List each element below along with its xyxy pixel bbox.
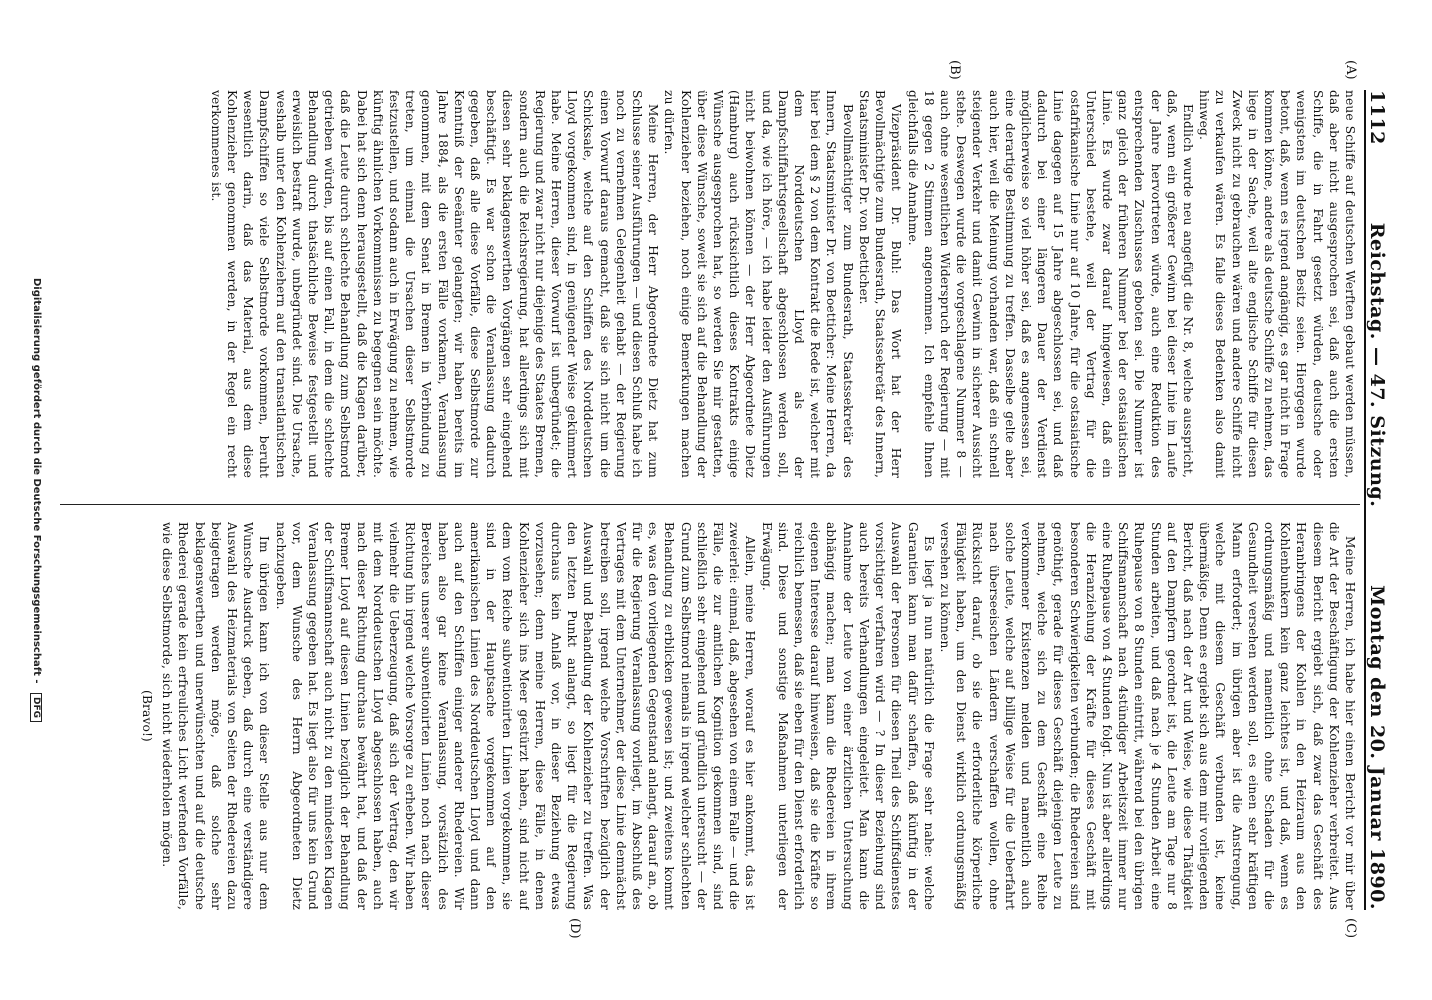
paragraph: Meine Herren, ich habe hier einen Bericht vor mir über die Art der Beschäftigung der Kohlenzieher verbreitet. Aus diesem Bericht ergiebt sich, daß zwar das Geschäft des Heranbringens der Kohlen in den Heizraum aus den Kohlenbunkern kein ganz leichtes ist, und daß, wenn es ordnungsmäßig und namentlich ohne Schaden für die Gesundheit versehen werden soll, es einen sehr kräftigen Mann erfordert; im übrigen aber ist die Anstrengung, welche mit diesem Geschäft verbunden ist, keine übermäßige. Denn es ergiebt sich aus dem mir vorliegenden Bericht, daß nach der Art und Weise, wie diese Thätigkeit auf den Dampfern geordnet ist, die Leute am Tage nur 8 Stunden arbeiten, und daß nach je 4 Stunden Arbeit eine Ruhepause von 8 Stunden eintritt, während bei den übrigen Schiffsmannschaft nach 4stündiger Arbeitszeit immer nur eine Ruhepause von 4 Stunden folgt. Nun ist aber allerdings die Heranziehung der Kräfte für dieses Geschäft mit besonderen Schwierigkeiten verbunden; die Rhedereien sind genöthigt, gerade für dieses Geschäft diejenigen Leute zu nehmen, welche sich zu dem Geschäft eine Reihe verkommener Existenzen melden und namentlich auch solche Leute, welche auf billige Weise für die Ueberfahrt nach überseeischen Ländern verschaffen wollen, ohne Rücksicht darauf, ob sie die erforderliche körperliche Fähigkeit haben, um den Dienst wirklich ordnungsmäßig versehen zu können. [937, 522, 1357, 910]
paragraph: Endlich wurde neu angefügt die Nr. 8, welche ausspricht, daß, wenn ein größerer Gewinn bei dieser Linie im Laufe der Jahre hervortreten würde, auch eine Reduktion des entsprechenden Zuschusses geboten sei. Die Nummer ist ganz gleich der früheren Nummer bei der ostasiatischen Linie. Es wurde zwar darauf hingewiesen, daß ein Unterschied bestehe, weil der Vertrag für die ostafrikanische Linie nur auf 10 Jahre, für die ostasiatische Linie dagegen auf 15 Jahre abgeschlossen sei, und daß dadurch bei einer längeren Dauer der Verdienst möglicherweise so viel höher sei, daß es angemessen sei, eine derartige Bestimmung zu treffen. Dasselbe gelte aber auch hier, weil die Meinung vorhanden war, daß ein schnell steigender Verkehr und damit Gewinn in sicherer Aussicht stehe. Deswegen wurde die vorgeschlagene Nummer 8 — auch ohne wesentlichen Widerspruch der Regierung — mit 18 gegen 2 Stimmen angenommen. Ich empfehle Ihnen gleichfalls die Annahme. [905, 90, 1195, 478]
speaker-paragraph: Bevollmächtigter zum Bundesrath, Staatssekretär des Innern, Staatsminister Dr. von Boetticher: Meine Herren, da hier bei dem § 2 von dem Kontrakt die Rede ist, welcher mit dem Norddeutschen Lloyd als der Dampfschiffahrtsgesellschaft abgeschlossen werden soll, und da, wie ich höre, — ich habe leider den Ausführungen nicht beiwohnen können — der Herr Abgeordnete Dietz (Hamburg) auch rücksichtlich dieses Kontrakts einige Wünsche ausgesprochen hat, so werden Sie mir gestatten, über diese Wünsche, soweit sie sich auf die Behandlung der Kohlenzieher beziehen, noch einige Bemerkungen machen zu dürfen. [662, 90, 855, 478]
applause-note: (Bravo!) [139, 690, 154, 742]
left-column [68, 90, 1358, 478]
paragraph: Allein, meine Herren, worauf es hier ankommt, das ist zweierlei: einmal, daß, abgesehen von einem Falle — und die Fälle, die zur amtlichen Kognition gekommen sind, sind schließlich sehr eingehend und gründlich untersucht — der Grund zum Selbstmord niemals in irgend welcher schlechten Behandlung zu erblicken gewesen ist; und zweitens kommt es, was den vorliegenden Gegenstand anlangt, darauf an, ob für die Regierung Veranlassung vorliegt, im Abschluß des Vertrages mit dem Unternehmer, der diese Linie demnächst betreiben soll, irgend welche Vorschriften bezüglich der Auswahl und Behandlung der Kohlenzieher zu treffen. Was den letzten Punkt anlangt, so liegt für die Regierung durchaus kein Anlaß vor, in dieser Beziehung etwas vorzusehen; denn meine Herren, diese Fälle, in denen Kohlenzieher sich ins Meer gestürzt haben, sind nicht auf dem vom Reiche subventionirten Linien vorgekommen, sie sind in der Hauptsache vorgekommen auf den amerikanischen Linien des Norddeutschen Lloyd und dann auch auf den Schiffen einiger anderer Rhedereien. Wir haben also gar keine Veranlassung, vorsätzlich des Bereiches unserer subventionirten Linien noch nach dieser Richtung hin irgend welche Vorsorge zu erheben. Wir haben vielmehr die Ueberzeugung, daß sich der Vertrag, den wir mit dem Norddeutschen Lloyd abgeschlossen haben, auch nach dieser Richtung durchaus bewährt hat, und daß der Bremer Lloyd auf diesen Linien bezüglich der Behandlung der Schiffsmannschaft auch nicht zu den mindesten Klagen Veranlassung gegeben hat. Es liegt also für uns kein Grund vor, dem Wunsche des Herrn Abgeordneten Dietz nachzugeben. [273, 522, 758, 910]
margin-marker-d: (D) [567, 918, 582, 939]
column-divider [60, 504, 1360, 505]
paragraph: Im übrigen kann ich von dieser Stelle aus nur dem Wunsche Ausdruck geben, daß durch eine verständigere Auswahl des Heizmaterials von Seiten der Rhedereien dazu beigetragen werden möge, daß solche sehr beklagenswerthen und unerwünschten und auf die deutsche Rhederei gerade kein erfreuliches Licht werfenden Vorfälle, wie diese Selbstmorde, sich nicht wiederholen mögen. [160, 522, 272, 910]
margin-marker-b: (B) [947, 60, 962, 80]
session-title: Reichstag. — 47. Sitzung. [1366, 222, 1388, 508]
page-number: 1112 [1366, 90, 1388, 145]
paragraph: neue Schiffe auf deutschen Werften gebaut werden müssen, daß aber nicht ausgesprochen sei, daß auch die ersten Schiffe, die in Fahrt gesetzt würden, deutsche oder wenigstens im deutschen Besitz seien. Hiergegen wurde betont, daß, wenn es irgend angängig, es gar nicht in Frage kommen könne, andere als deutsche Schiffe zu nehmen, das liege in der Sache, weil alte englische Schiffe für diesen Zweck nicht zu gebrauchen wären und andere Schiffe nicht zu verkaufen wären. Es falle dieses Bedenken also damit hinweg. [1197, 90, 1357, 478]
margin-marker-a: (A) [1343, 60, 1358, 80]
right-column [68, 522, 1358, 910]
credit-text: Digitalisierung gefördert durch die Deutsche Forschungsgemeinschaft - [31, 277, 42, 684]
paragraph: Meine Herren, der Herr Abgeordnete Dietz hat zum Schlusse seiner Ausführungen — und diesen Schluß habe ich noch zu vernehmen Gelegenheit gehabt — der Regierung einen Vorwurf daraus gemacht, daß sie sich nicht um die Schicksale, welche auf den Schiffen des Norddeutschen Lloyd vorgekommen sind, in genügender Weise gekümmert habe. Meine Herren, dieser Vorwurf ist unbegründet; die Regierung und zwar nicht nur diejenige des Staates Bremen, sondern auch die Reichsregierung, hat allerdings sich mit diesen sehr beklagenswerthen Vorgängen sehr eingehend beschäftigt. Es war schon die Veranlassung dadurch gegeben, daß alle diese Vorfälle, diese Selbstmorde zur Kenntniß der Seeämter gelangten; wir haben bereits im Jahre 1884, als die ersten Fälle vorkamen, Veranlassung genommen, mit dem Senat in Bremen in Verbindung zu treten, um einmal die Ursachen dieser Selbstmorde festzustellen, und sodann auch in Erwägung zu nehmen, wie künftig ähnlichen Vorkommnissen zu begegnen sein möchte. Dabei hat sich denn herausgestellt, daß die Klagen darüber, daß die Leute durch schlechte Behandlung zum Selbstmord getrieben würden, bis auf einen Fall, in dem die schlechte Behandlung durch thatsächliche Beweise festgestellt und erweislich bestraft wurde, unbegründet sind. Die Ursache, weshalb unter den Kohlenziehern auf den transatlantischen Dampfschiffen so viele Selbstmorde vorkommen, beruht wesentlich darin, daß das Material, aus dem diese Kohlenzieher genommen werden, in der Regel ein recht verkommenes ist. [208, 90, 661, 478]
margin-marker-c: (C) [1343, 918, 1358, 939]
paragraph: Es liegt ja nun natürlich die Frage sehr nahe: welche Garantien kann man dafür schaffen, daß künftig in der Auswahl der Personen für diesen Theil des Schiffsdienstes vorsichtiger verfahren wird — ? In dieser Beziehung sind auch bereits Verhandlungen eingeleitet. Man kann die Annahme der Leute von einer ärztlichen Untersuchung abhängig machen; man kann die Rhedereien in ihrem eigenen Interesse darauf hinweisen, daß sie die Kräfte so reichlich bemessen, daß sie eben für den Dienst erforderlich sind. Diese und sonstige Maßnahmen unterliegen der Erwägung. [759, 522, 936, 910]
page-header [1364, 90, 1392, 910]
dfg-logo: DFG [30, 693, 42, 722]
session-date: Montag den 20. Januar 1890. [1366, 585, 1388, 910]
speaker-paragraph: Vizepräsident Dr. Buhl: Das Wort hat der Herr Bevollmächtigte zum Bundesrath, Staatssekretär des Innern, Staatsminister Dr. von Boetticher. [856, 90, 904, 478]
digitization-credit [30, 0, 42, 1000]
